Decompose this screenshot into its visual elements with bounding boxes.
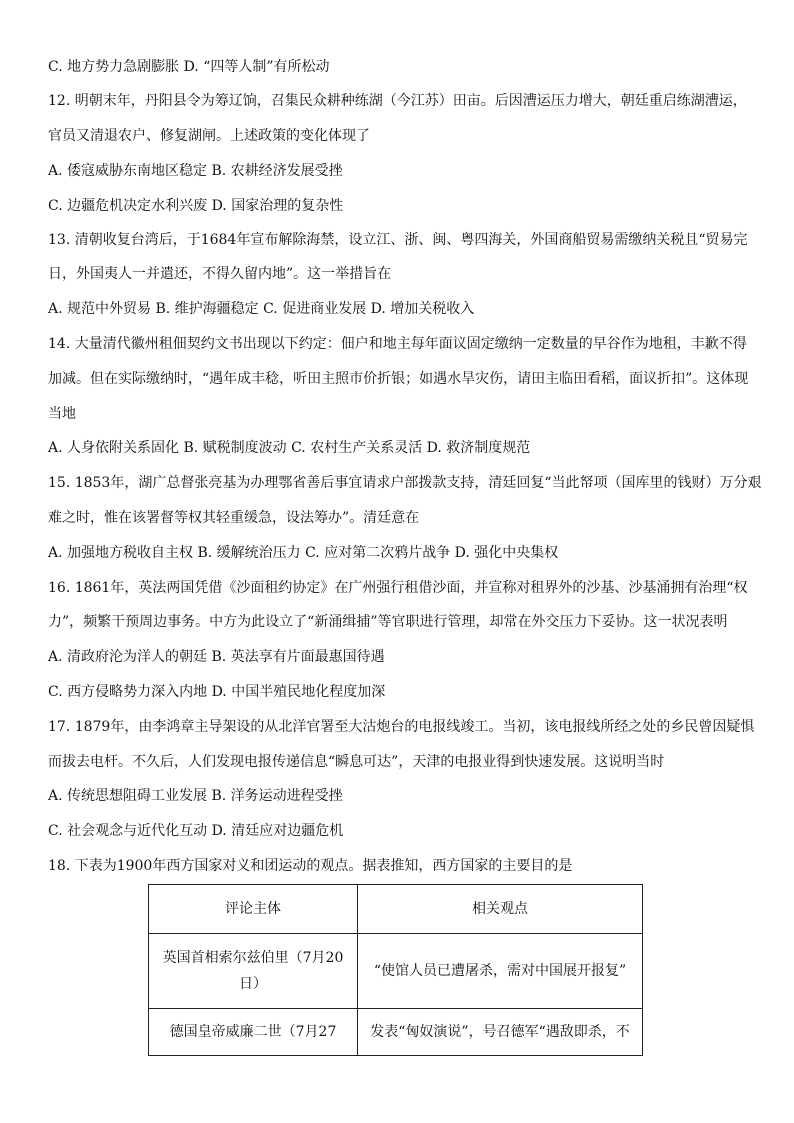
table-row xyxy=(149,1009,643,1056)
question-12-options-cd: C. 边疆危机决定水利兴废 D. 国家治理的复杂性 xyxy=(48,198,344,214)
question-15-stem-line-1: 15. 1853年，湖广总督张亮基为办理鄂省善后事宜请求户部拨款支持，清廷回复“当此帑项（国库里的钱财）万分艰 xyxy=(48,475,762,491)
question-14-stem-line-2: 加减。但在实际缴纳时，“遇年成丰稔，听田主照市价折银；如遇水旱灾伤，请田主临田看稻，面议折扣”。这体现 xyxy=(48,371,749,387)
question-12-stem-line-1: 12. 明朝末年，丹阳县令为筹辽饷，召集民众耕种练湖（今江苏）田亩。后因漕运压力增大，朝廷重启练湖漕运， xyxy=(48,93,747,109)
question-16-options-ab: A. 清政府沦为洋人的朝廷 B. 英法享有片面最惠国待遇 xyxy=(48,649,385,665)
question-18-stem: 18. 下表为1900年西方国家对义和团运动的观点。据表推知，西方国家的主要目的是 xyxy=(48,858,573,874)
question-12-options-ab: A. 倭寇威胁东南地区稳定 B. 农耕经济发展受挫 xyxy=(48,163,343,179)
question-17-options-ab: A. 传统思想阻碍工业发展 B. 洋务运动进程受挫 xyxy=(48,788,343,804)
question-12-stem-line-2: 官员又清退农户、修复湖闸。上述政策的变化体现了 xyxy=(48,128,370,144)
table-header-row xyxy=(149,885,643,934)
table-header-view: 相关观点 xyxy=(358,885,643,934)
question-15-stem-line-2: 难之时，惟在该署督等权其轻重缓急，设法筹办”。清廷意在 xyxy=(48,510,420,526)
table-header-subject: 评论主体 xyxy=(149,885,358,934)
table-cell-subject: 德国皇帝威廉二世（7月27 xyxy=(149,1009,358,1056)
question-13-stem-line-1: 13. 清朝收复台湾后，于1684年宣布解除海禁，设立江、浙、闽、粤四海关，外国商船贸易需缴纳关税且“贸易完 xyxy=(48,232,748,248)
question-16-options-cd: C. 西方侵略势力深入内地 D. 中国半殖民地化程度加深 xyxy=(48,684,386,700)
question-14-stem-line-3: 当地 xyxy=(48,406,76,422)
table-cell-view: “使馆人员已遭屠杀，需对中国展开报复” xyxy=(358,934,643,1009)
question-16-stem-line-1: 16. 1861年，英法两国凭借《沙面租约协定》在广州强行租借沙面，并宣称对租界外的沙基、沙基涌拥有治理“权 xyxy=(48,580,748,596)
question-13-options: A. 规范中外贸易 B. 维护海疆稳定 C. 促进商业发展 D. 增加关税收入 xyxy=(48,301,475,317)
question-16-stem-line-2: 力”，频繁干预周边事务。中方为此设立了“新涌缉捕”等官职进行管理，却常在外交压力下妥协。这一状况表明 xyxy=(48,614,728,630)
question-15-options: A. 加强地方税收自主权 B. 缓解统治压力 C. 应对第二次鸦片战争 D. 强化中央集权 xyxy=(48,545,559,561)
question-17-stem-line-1: 17. 1879年，由李鸿章主导架设的从北洋官署至大沽炮台的电报线竣工。当初，该电报线所经之处的乡民曾因疑惧 xyxy=(48,719,755,735)
option-line-q11-cd: C. 地方势力急剧膨胀 D. “四等人制”有所松动 xyxy=(48,59,330,75)
table-cell-view: 发表“匈奴演说”，号召德军“遇敌即杀，不 xyxy=(358,1009,643,1056)
question-13-stem-line-2: 日，外国夷人一并遣还，不得久留内地”。这一举措旨在 xyxy=(48,266,392,282)
table-row xyxy=(149,934,643,1009)
question-17-options-cd: C. 社会观念与近代化互动 D. 清廷应对边疆危机 xyxy=(48,823,344,839)
opinion-table xyxy=(148,884,643,1056)
question-17-stem-line-2: 而拔去电杆。不久后，人们发现电报传递信息“瞬息可达”，天津的电报业得到快速发展。这说明当时 xyxy=(48,754,665,770)
table-cell-subject: 英国首相索尔兹伯里（7月20日） xyxy=(149,934,358,1009)
question-14-options: A. 人身依附关系固化 B. 赋税制度波动 C. 农村生产关系灵活 D. 救济制度规范 xyxy=(48,440,531,456)
question-14-stem-line-1: 14. 大量清代徽州租佃契约文书出现以下约定：佃户和地主每年面议固定缴纳一定数量的早谷作为地租，丰歉不得 xyxy=(48,336,747,352)
